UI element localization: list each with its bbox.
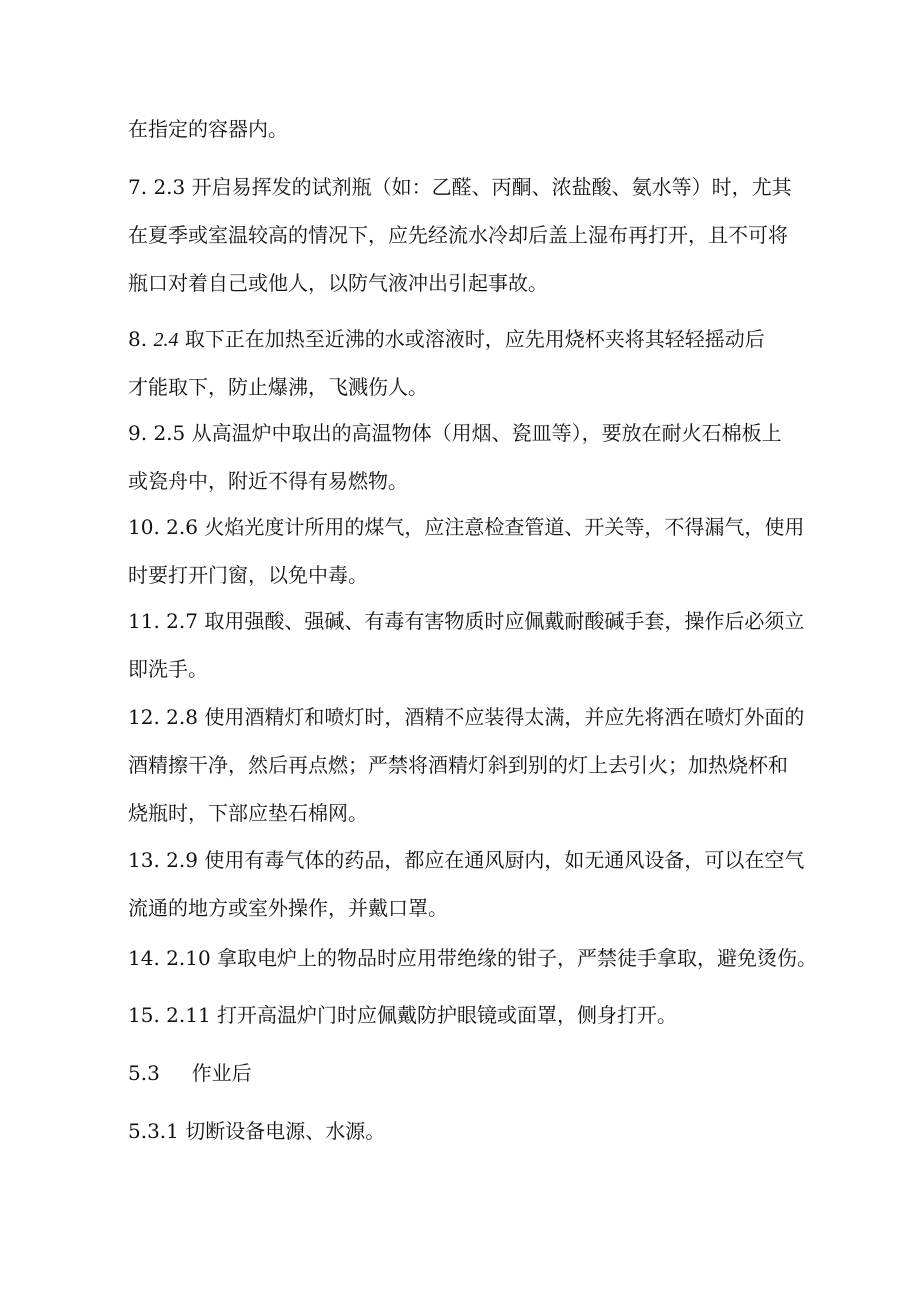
text-line: 在指定的容器内。 [128,117,288,141]
text-line: 10. 2.6 火焰光度计所用的煤气，应注意检查管道、开关等，不得漏气，使用 [128,515,805,539]
text-line: 时要打开门窗，以免中毒。 [128,563,368,587]
text-line [128,315,798,363]
paragraph-item-8 [128,315,798,411]
text-line: 流通的地方或室外操作，并戴口罩。 [128,896,448,920]
text-line: 5.3 作业后 [128,1061,252,1085]
paragraph-item-14 [128,934,818,982]
text-line: 瓶口对着自己或他人，以防气液冲出引起事故。 [128,271,548,295]
paragraph-container-end [128,105,798,153]
text-line: 14. 2.10 拿取电炉上的物品时应用带绝缘的钳子，严禁徒手拿取，避免烫伤。 [128,946,818,970]
text-line: 15. 2.11 打开高温炉门时应佩戴防护眼镜或面罩，侧身打开。 [128,1003,678,1027]
text-line: 12. 2.8 使用酒精灯和喷灯时，酒精不应装得太满，并应先将洒在喷灯外面的 [128,705,805,729]
line-text: 取下正在加热至近沸的水或溶液时，应先用烧杯夹将其轻轻摇动后 [178,327,765,351]
text-line: 才能取下，防止爆沸，飞溅伤人。 [128,375,428,399]
text-line: 9. 2.5 从高温炉中取出的高温物体（用烟、瓷皿等），要放在耐火石棉板上 [128,421,782,445]
paragraph-item-9 [128,409,798,505]
text-line: 或瓷舟中，附近不得有易燃物。 [128,469,408,493]
text-line: 11. 2.7 取用强酸、强碱、有毒有害物质时应佩戴耐酸碱手套，操作后必须立 [128,609,805,633]
italic-clause-number: 2.4 [153,329,179,351]
paragraph-item-10 [128,503,805,599]
paragraph-item-7 [128,163,798,307]
paragraph-item-13 [128,836,805,932]
item-number: 8. [128,327,154,351]
text-line: 酒精擦干净，然后再点燃；严禁将酒精灯斜到别的灯上去引火；加热烧杯和 [128,753,788,777]
text-line: 7. 2.3 开启易挥发的试剂瓶（如：乙醛、丙酮、浓盐酸、氨水等）时，尤其 [128,175,792,199]
section-heading-5-3 [128,1049,798,1097]
text-line: 即洗手。 [128,657,208,681]
text-line: 在夏季或室温较高的情况下，应先经流水冷却后盖上湿布再打开，且不可将 [128,223,788,247]
text-line: 13. 2.9 使用有毒气体的药品，都应在通风厨内，如无通风设备，可以在空气 [128,848,805,872]
text-line: 5.3.1 切断设备电源、水源。 [128,1119,386,1143]
paragraph-item-12 [128,693,805,837]
paragraph-5-3-1 [128,1107,798,1155]
paragraph-item-15 [128,991,798,1039]
paragraph-item-11 [128,597,805,693]
text-line: 烧瓶时，下部应垫石棉网。 [128,801,368,825]
